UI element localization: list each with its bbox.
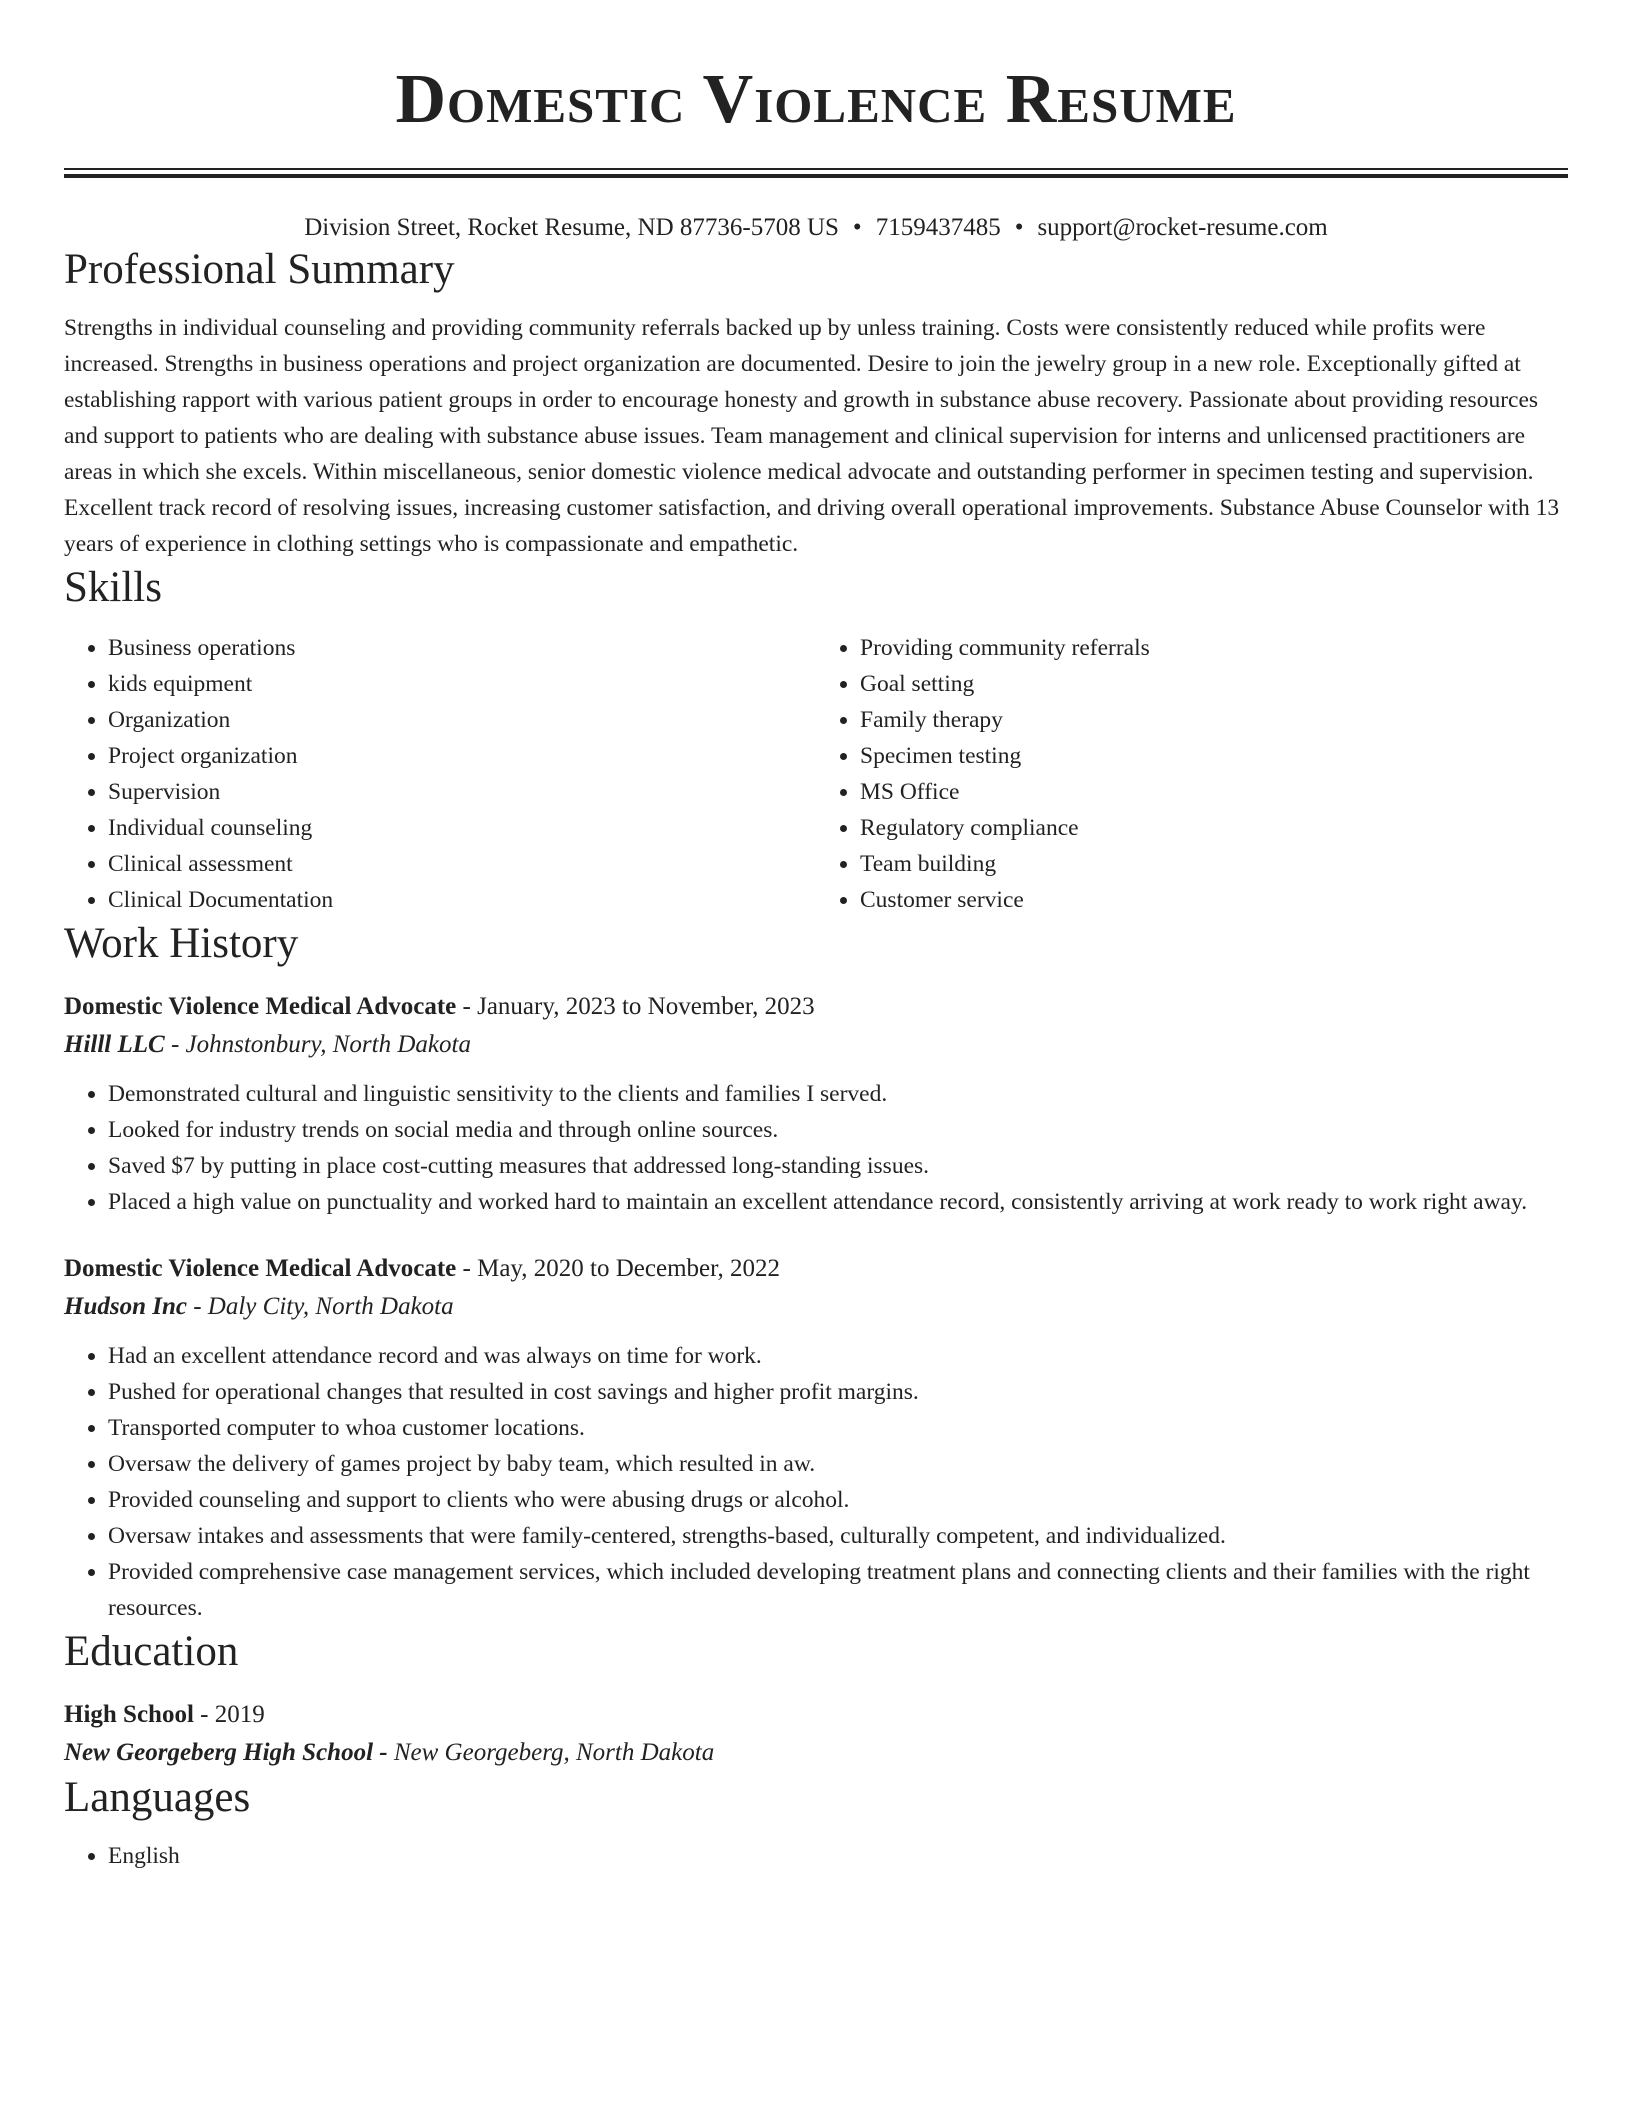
contact-separator: •	[852, 214, 862, 241]
resume-title: Domestic Violence Resume	[395, 61, 1237, 138]
skill-item: • Clinical assessment	[108, 846, 816, 882]
job-company-line	[64, 1288, 1568, 1326]
languages-section	[64, 1838, 1568, 1874]
summary-text: Strengths in individual counseling and providing community referrals backed up by unless training. Costs were consistently reduced while profits were increased. Strengths in business operations and project organization are documented. Desire to join the jewelry group in a new role. Exceptionally gifted at establishing rapport with various patient groups in order to encourage honesty and growth in substance abuse recovery. Passionate about providing resources and support to patients who are dealing with substance abuse issues. Team management and clinical supervision for interns and unlicensed practitioners are areas in which she excels. Within miscellaneous, senior domestic violence medical advocate and outstanding performer in specimen testing and supervision. Excellent track record of resolving issues, increasing customer satisfaction, and driving overall operational improvements. Substance Abuse Counselor with 13 years of experience in clothing settings who is compassionate and empathetic.	[64, 315, 1560, 557]
job-location: - Johnstonbury, North Dakota	[164, 1031, 471, 1058]
skill-item: • MS Office	[860, 774, 1568, 810]
skills-list	[64, 630, 1568, 918]
job-duty: • Had an excellent attendance record and was always on time for work.	[108, 1338, 1568, 1374]
job-location: - Daly City, North Dakota	[186, 1293, 454, 1320]
job-dates: - January, 2023 to November, 2023	[456, 993, 815, 1020]
skills-column-left	[64, 630, 816, 918]
job-duties	[64, 1338, 1568, 1626]
job-duty: • Placed a high value on punctuality and worked hard to maintain an excellent attendance record, consistently arriving at work ready to work right away.	[108, 1184, 1568, 1220]
job-duty: • Oversaw the delivery of games project by baby team, which resulted in aw.	[108, 1446, 1568, 1482]
address: Division Street, Rocket Resume, ND 87736-5708 US	[304, 214, 839, 241]
education-school-line	[64, 1734, 1568, 1772]
summary-heading: Professional Summary	[64, 246, 455, 293]
job-entry	[64, 988, 1568, 1220]
skill-item: • Project organization	[108, 738, 816, 774]
education-year: - 2019	[193, 1701, 265, 1728]
education-degree-line	[64, 1696, 1568, 1734]
languages-list	[64, 1838, 1568, 1874]
education-degree: High School	[64, 1701, 194, 1728]
skill-item: • Customer service	[860, 882, 1568, 918]
job-position: Domestic Violence Medical Advocate	[64, 993, 457, 1020]
title-divider	[64, 168, 1568, 178]
job-duty: • Transported computer to whoa customer locations.	[108, 1410, 1568, 1446]
languages-heading: Languages	[64, 1774, 251, 1821]
work-history-heading: Work History	[64, 920, 299, 967]
job-duty: • Demonstrated cultural and linguistic sensitivity to the clients and families I served.	[108, 1076, 1568, 1112]
education-school: New Georgeberg High School -	[64, 1739, 388, 1766]
job-duty: • Oversaw intakes and assessments that were family-centered, strengths-based, culturally competent, and individualized.	[108, 1518, 1568, 1554]
skill-item: • Regulatory compliance	[860, 810, 1568, 846]
contact-line	[64, 212, 1568, 244]
education-entry	[64, 1696, 1568, 1772]
skill-item: • Family therapy	[860, 702, 1568, 738]
job-duty: • Pushed for operational changes that resulted in cost savings and higher profit margins.	[108, 1374, 1568, 1410]
job-duty: • Provided comprehensive case management services, which included developing treatment plans and connecting clients and their families with the right resources.	[108, 1554, 1568, 1626]
education-heading: Education	[64, 1628, 239, 1675]
skill-item: • Individual counseling	[108, 810, 816, 846]
job-position: Domestic Violence Medical Advocate	[64, 1255, 457, 1282]
language-item: • English	[108, 1838, 1568, 1874]
job-title-line	[64, 1250, 1568, 1288]
phone: 7159437485	[875, 214, 1001, 241]
skill-item: • Providing community referrals	[860, 630, 1568, 666]
email: support@rocket-resume.com	[1037, 214, 1328, 241]
job-company: Hilll LLC	[64, 1031, 165, 1058]
skill-item: • Goal setting	[860, 666, 1568, 702]
skill-item: • Business operations	[108, 630, 816, 666]
skill-item: • Team building	[860, 846, 1568, 882]
job-entry	[64, 1250, 1568, 1626]
skill-item: • Organization	[108, 702, 816, 738]
job-duty: • Looked for industry trends on social media and through online sources.	[108, 1112, 1568, 1148]
skills-heading: Skills	[64, 564, 162, 611]
job-dates: - May, 2020 to December, 2022	[456, 1255, 780, 1282]
job-company-line	[64, 1026, 1568, 1064]
skill-item: • Specimen testing	[860, 738, 1568, 774]
skills-column-right	[816, 630, 1568, 918]
education-location: New Georgeberg, North Dakota	[387, 1739, 715, 1766]
job-duty: • Provided counseling and support to clients who were abusing drugs or alcohol.	[108, 1482, 1568, 1518]
skill-item: • Clinical Documentation	[108, 882, 816, 918]
job-duties	[64, 1076, 1568, 1220]
skill-item: • kids equipment	[108, 666, 816, 702]
job-company: Hudson Inc	[64, 1293, 187, 1320]
skill-item: • Supervision	[108, 774, 816, 810]
job-title-line	[64, 988, 1568, 1026]
job-duty: • Saved $7 by putting in place cost-cutting measures that addressed long-standing issues.	[108, 1148, 1568, 1184]
contact-separator: •	[1014, 214, 1024, 241]
